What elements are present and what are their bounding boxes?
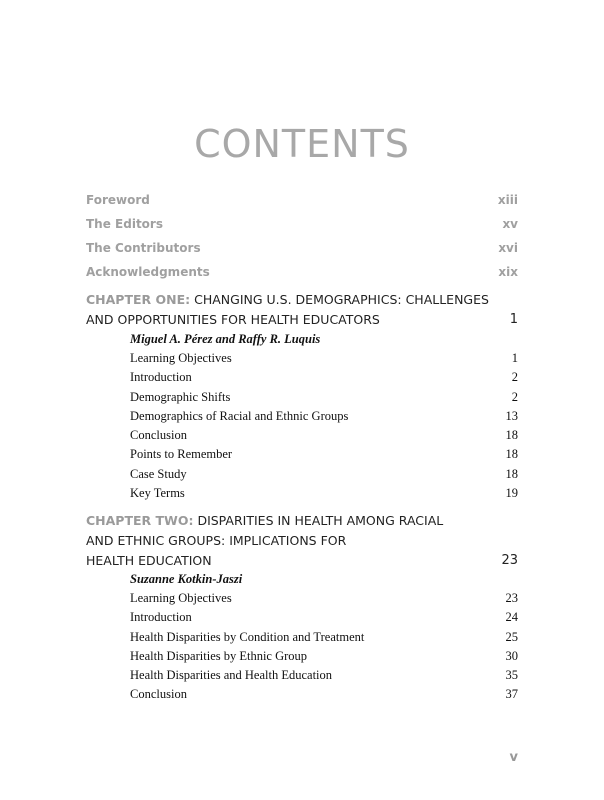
toc-entry-page: 25 xyxy=(505,629,518,644)
toc-entry-page: 23 xyxy=(505,591,518,605)
chapter-number: CHAPTER ONE: xyxy=(86,292,191,307)
toc-entry-page: 1 xyxy=(511,351,518,365)
toc-entry-page: 35 xyxy=(505,668,518,683)
page-title: CONTENTS xyxy=(194,122,410,166)
toc-entry-label: Learning Objectives xyxy=(130,591,232,605)
chapter-page: 23 xyxy=(501,553,518,568)
chapter-title-line: DISPARITIES IN HEALTH AMONG RACIAL xyxy=(197,513,444,528)
chapter-title-line: CHANGING U.S. DEMOGRAPHICS: CHALLENGES xyxy=(194,292,489,307)
toc-entry-label: Learning Objectives xyxy=(130,351,232,365)
toc-entry-page: 18 xyxy=(505,428,518,443)
toc-entry[interactable] xyxy=(130,445,518,464)
toc-entry-label: Acknowledgments xyxy=(86,265,210,279)
toc-entry-label: Points to Remember xyxy=(130,447,233,462)
toc-entry[interactable] xyxy=(130,589,518,608)
toc-front-entry[interactable] xyxy=(86,241,518,257)
chapter-two-heading[interactable] xyxy=(86,511,518,571)
toc-entry[interactable] xyxy=(130,647,518,666)
toc-entry[interactable] xyxy=(130,407,518,426)
toc-front-entry[interactable] xyxy=(86,265,518,281)
toc-entry-label: Introduction xyxy=(130,610,192,625)
toc-entry-label: Demographic Shifts xyxy=(130,389,231,404)
toc-entry-label: The Contributors xyxy=(86,241,201,255)
toc-entry-page: 24 xyxy=(505,610,518,625)
toc-entry[interactable] xyxy=(130,608,518,627)
toc-entry-label: The Editors xyxy=(86,217,163,231)
toc-entry[interactable] xyxy=(130,628,518,647)
chapter-two-entries xyxy=(130,589,518,705)
toc-entry-page: xvi xyxy=(498,241,518,255)
page-number: v xyxy=(509,750,518,765)
toc-entry-page: 2 xyxy=(511,370,518,385)
toc-entry[interactable] xyxy=(130,388,518,407)
chapter-title-line: AND ETHNIC GROUPS: IMPLICATIONS FOR xyxy=(86,533,347,548)
toc-entry-label: Health Disparities by Ethnic Group xyxy=(130,648,308,663)
toc-entry[interactable] xyxy=(130,426,518,445)
toc-entry-page: 13 xyxy=(505,408,518,423)
toc-entry-page: xiii xyxy=(497,193,518,207)
toc-entry[interactable] xyxy=(130,666,518,685)
chapter-one-heading[interactable] xyxy=(86,290,518,330)
toc-entry-page: 37 xyxy=(505,687,518,702)
toc-entry-label: Demographics of Racial and Ethnic Groups xyxy=(130,408,349,423)
toc-entry-label: Case Study xyxy=(130,466,187,481)
toc-entry-page: 2 xyxy=(511,389,518,404)
chapter-page: 1 xyxy=(509,312,518,327)
chapter-title-line: HEALTH EDUCATION xyxy=(86,553,212,568)
toc-entry-page: xv xyxy=(502,217,518,231)
chapter-author: Miguel A. Pérez and Raffy R. Luquis xyxy=(130,332,321,346)
toc-entry-label: Conclusion xyxy=(130,687,187,702)
toc-entry[interactable] xyxy=(130,685,518,704)
toc-entry-page: 18 xyxy=(505,466,518,481)
toc-entry[interactable] xyxy=(130,465,518,484)
toc-entry-label: Foreword xyxy=(86,193,150,207)
toc-entry[interactable] xyxy=(130,368,518,387)
toc-entry-label: Conclusion xyxy=(130,428,187,443)
chapter-number: CHAPTER TWO: xyxy=(86,513,194,528)
toc-front-entry[interactable] xyxy=(86,217,518,233)
toc-entry-page: 19 xyxy=(505,486,518,501)
toc-entry-page: 18 xyxy=(505,447,518,462)
toc-front-entry[interactable] xyxy=(86,193,518,209)
toc-entry-label: Introduction xyxy=(130,370,192,385)
toc-entry-label: Key Terms xyxy=(130,486,185,501)
toc-entry-label: Health Disparities and Health Education xyxy=(130,668,333,683)
toc-entry-page: 30 xyxy=(505,648,518,663)
chapter-title-line: AND OPPORTUNITIES FOR HEALTH EDUCATORS xyxy=(86,312,380,327)
toc-entry-page: xix xyxy=(498,265,518,279)
chapter-one-entries xyxy=(130,349,518,503)
toc-entry[interactable] xyxy=(130,484,518,503)
toc-entry-label: Health Disparities by Condition and Treatment xyxy=(130,629,365,644)
toc-entry[interactable] xyxy=(130,349,518,368)
chapter-author: Suzanne Kotkin-Jaszi xyxy=(130,572,243,586)
